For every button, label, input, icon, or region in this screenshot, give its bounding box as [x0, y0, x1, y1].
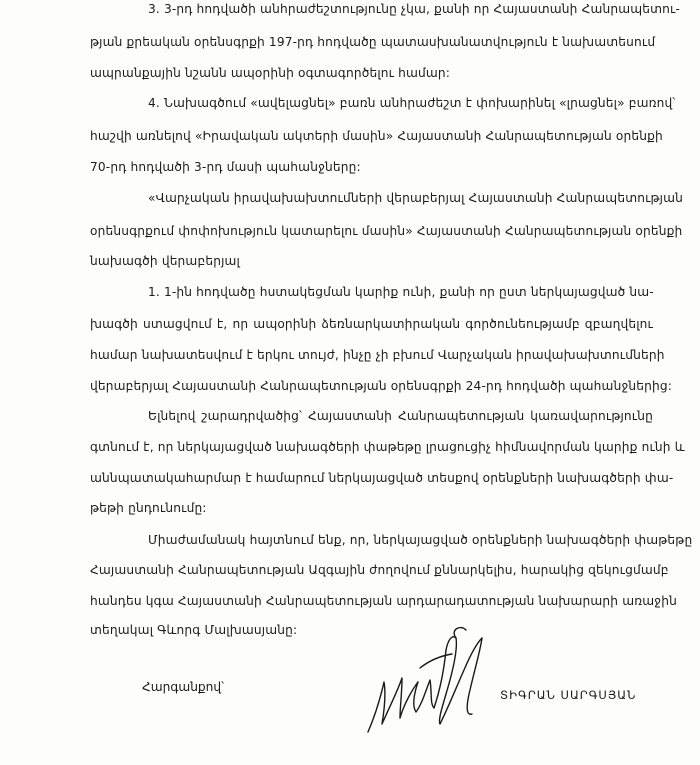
paragraph-2-line-2: հաշվի առնելով «Իրավական ակտերի մասին» Հայաստանի Հանրապետության օրենքի — [90, 129, 663, 143]
signature-stroke-6 — [454, 628, 466, 638]
paragraph-3-line-3: նախագծի վերաբերյալ — [90, 254, 241, 268]
signature-stroke-1 — [368, 678, 418, 732]
signature-stroke-5 — [420, 654, 452, 668]
paragraph-1-line-3: ապրանքային նշանն ապօրինի օգտագործելու համար: — [90, 66, 451, 80]
paragraph-3-line-1: «Վարչական իրավախախտումների վերաբերյալ Հայաստանի Հանրապետության — [148, 191, 684, 205]
paragraph-6-line-3: հանդես կգա Հայաստանի Հանրապետության արդարադատության նախարարի առաջին — [90, 594, 678, 608]
paragraph-6-line-1: Միաժամանակ հայտնում ենք, որ, ներկայացված օրենքների նախագծերի փաթեթը — [148, 533, 693, 547]
paragraph-2-line-3: 70-րդ հոդվածի 3-րդ մասի պահանջները: — [90, 160, 361, 174]
paragraph-6-line-2: Հայաստանի Հանրապետության Ազգային ժողովում քննարկելիս, հարակից զեկուցմամբ — [90, 563, 669, 577]
paragraph-1-line-1: 3. 3-րդ հոդվածի անհրաժեշտությունը չկա, քանի որ Հայաստանի Հանրապետու- — [148, 2, 681, 16]
paragraph-4-line-2: խագծի ստացվում է, որ ապօրինի ձեռնարկատիրական գործունեությամբ զբաղվելու — [90, 317, 653, 331]
signatory-name: ՏԻԳՐԱՆ ՍԱՐԳՍՅԱՆ — [500, 688, 637, 702]
signature-stroke-2 — [414, 650, 446, 712]
paragraph-4-line-4: վերաբերյալ Հայաստանի Հանրապետության օրենսգրքի 24-րդ հոդվածի պահանջներից: — [90, 379, 673, 393]
paragraph-5-line-2: գտնում է, որ ներկայացված նախագծերի փաթեթը լրացուցիչ հիմնավորման կարիք ունի և — [90, 440, 685, 454]
paragraph-4-line-1: 1. 1-ին հոդվածը հստակեցման կարիք ունի, քանի որ ըստ ներկայացված նա- — [148, 285, 654, 299]
paragraph-6-line-4: տեղակալ Գևորգ Մալխասյանը: — [90, 623, 298, 637]
paragraph-4-line-3: համար նախատեսվում է երկու տույժ, ինչը չի բխում Վարչական իրավախախտումների — [90, 348, 665, 362]
closing-salutation: Հարգանքով՝ — [142, 680, 225, 694]
signature-stroke-3 — [439, 637, 482, 724]
paragraph-1-line-2: թյան քրեական օրենսգրքի 197-րդ հոդվածը պատասխանատվություն է նախատեսում — [90, 35, 656, 49]
paragraph-5-line-4: թեթի ընդունումը: — [90, 501, 207, 515]
handwritten-signature — [360, 620, 510, 745]
paragraph-5-line-1: Ելնելով շարադրվածից՝ Հայաստանի Հանրապետության կառավարությունը — [148, 409, 653, 423]
paragraph-2-line-1: 4. Նախագծում «ավելացնել» բառն անհրաժեշտ է փոխարինել «լրացնել» բառով՝ — [148, 96, 676, 110]
paragraph-5-line-3: աննպատակահարմար է համարում ներկայացված տեսքով օրենքների նախագծերի փա- — [90, 471, 674, 485]
paragraph-3-line-2: օրենսգրքում փոփոխություն կատարելու մասին» Հայաստանի Հանրապետության օրենքի — [90, 224, 683, 238]
